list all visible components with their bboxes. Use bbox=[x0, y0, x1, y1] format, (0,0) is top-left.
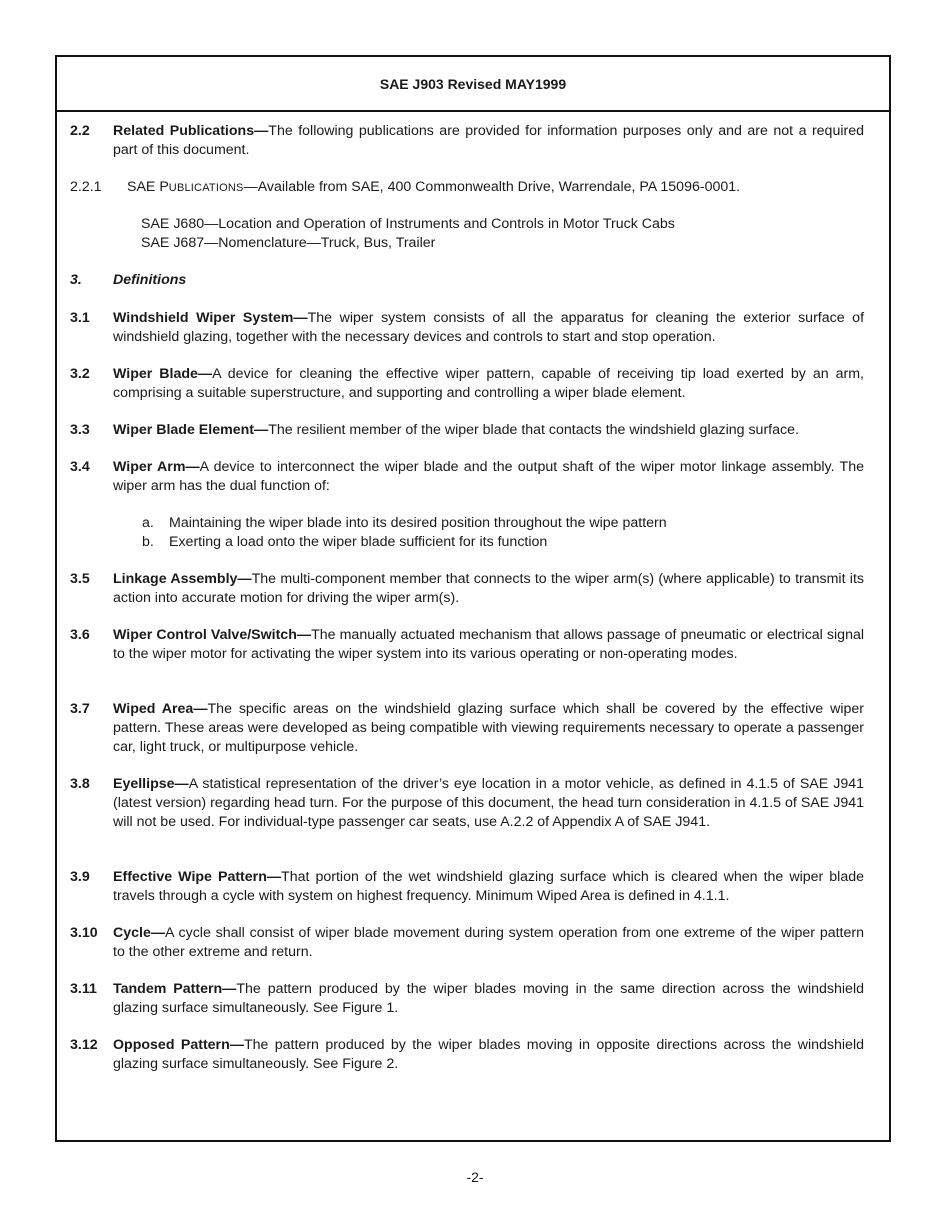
section-number: 3.4 bbox=[70, 459, 90, 475]
publications-label-first: SAE P bbox=[127, 179, 169, 195]
section-3-9 bbox=[70, 868, 864, 906]
section-text: A device for cleaning the effective wiper pattern, capable of receiving tip load exerted by an arm, comprising a suitable superstructure, and supporting and controlling a wiper blade element. bbox=[113, 366, 864, 401]
section-3-8 bbox=[70, 775, 864, 832]
list-item bbox=[142, 514, 864, 533]
section-number: 3.11 bbox=[70, 981, 97, 997]
section-heading: Wiper Blade Element— bbox=[113, 422, 269, 438]
section-3-11 bbox=[70, 980, 864, 1018]
section-text: The specific areas on the windshield glazing surface which shall be covered by the effective wiper pattern. These areas were developed as being compatible with viewing requirements necessary to operate a passenger car, light truck, or multipurpose vehicle. bbox=[113, 701, 864, 755]
section-number: 3.3 bbox=[70, 422, 90, 438]
list-item bbox=[142, 533, 864, 552]
page-number: -2- bbox=[466, 1169, 484, 1185]
reference-item: SAE J687—Nomenclature—Truck, Bus, Trailer bbox=[141, 235, 436, 251]
section-number: 3.8 bbox=[70, 776, 90, 792]
section-text: The pattern produced by the wiper blades moving in opposite directions across the windshield glazing surface simultaneously. See Figure 2. bbox=[113, 1037, 864, 1072]
section-number: 3.12 bbox=[70, 1037, 98, 1053]
section-heading: Wiper Blade— bbox=[113, 366, 213, 382]
list-item-text: Maintaining the wiper blade into its desired position throughout the wipe pattern bbox=[169, 515, 667, 531]
section-number: 3.1 bbox=[70, 310, 90, 326]
section-3-2 bbox=[70, 365, 864, 403]
section-3-7 bbox=[70, 700, 864, 757]
section-heading: Linkage Assembly— bbox=[113, 571, 252, 587]
list-item-text: Exerting a load onto the wiper blade sufficient for its function bbox=[169, 534, 548, 550]
section-heading: Eyellipse— bbox=[113, 776, 189, 792]
section-heading: Definitions bbox=[113, 272, 187, 288]
section-number: 3. bbox=[70, 272, 82, 288]
section-2-2-1 bbox=[70, 178, 864, 198]
publications-label-rest: UBLICATIONS bbox=[168, 182, 244, 194]
section-2-2 bbox=[70, 122, 864, 160]
reference-list bbox=[141, 215, 864, 253]
wiper-arm-function-list bbox=[142, 514, 864, 552]
section-text: The wiper system consists of all the apparatus for cleaning the exterior surface of windshield glazing, together with the necessary devices and controls to start and stop operation. bbox=[113, 310, 865, 345]
section-heading: Wiper Control Valve/Switch— bbox=[113, 627, 312, 643]
page-header: SAE J903 Revised MAY1999 bbox=[57, 57, 889, 112]
section-number: 3.6 bbox=[70, 627, 90, 643]
section-heading: Related Publications— bbox=[113, 123, 269, 139]
section-number: 3.2 bbox=[70, 366, 90, 382]
list-marker: b. bbox=[142, 534, 154, 550]
section-3-5 bbox=[70, 570, 864, 608]
section-number: 3.7 bbox=[70, 701, 90, 717]
section-heading: Wiper Arm— bbox=[113, 459, 200, 475]
section-heading: Effective Wipe Pattern— bbox=[113, 869, 282, 885]
publications-address: —Available from SAE, 400 Commonwealth Drive, Warrendale, PA 15096-0001. bbox=[243, 179, 741, 195]
list-marker: a. bbox=[142, 515, 154, 531]
section-number: 3.10 bbox=[70, 925, 98, 941]
page-frame bbox=[55, 55, 891, 1142]
section-heading: Windshield Wiper System— bbox=[113, 310, 308, 326]
section-3-10 bbox=[70, 924, 864, 962]
section-3-12 bbox=[70, 1036, 864, 1074]
section-number: 2.2.1 bbox=[70, 179, 102, 195]
section-text: The resilient member of the wiper blade that contacts the windshield glazing surface. bbox=[268, 422, 799, 438]
reference-item: SAE J680—Location and Operation of Instruments and Controls in Motor Truck Cabs bbox=[141, 216, 675, 232]
section-text: The manually actuated mechanism that allows passage of pneumatic or electrical signal to the wiper motor for activating the wiper system into its various operating or non-operating modes. bbox=[113, 627, 865, 662]
section-text: That portion of the wet windshield glazing surface which is cleared when the wiper blade travels through a cycle with system on highest frequency. Minimum Wiped Area is defined in 4.1.1. bbox=[113, 869, 864, 904]
section-text: A statistical representation of the driver’s eye location in a motor vehicle, as defined in 4.1.5 of SAE J941 (latest version) regarding head turn. For the purpose of this document, the head turn consideration in 4.1.5 of SAE J941 will not be used. For individual-type passenger car seats, use A.2.2 of Appendix A of SAE J941. bbox=[113, 776, 864, 830]
section-3 bbox=[70, 271, 864, 290]
section-text: The following publications are provided for information purposes only and are not a required part of this document. bbox=[113, 123, 864, 158]
section-3-4 bbox=[70, 458, 864, 496]
section-text: A cycle shall consist of wiper blade movement during system operation from one extreme of the wiper pattern to the other extreme and return. bbox=[113, 925, 864, 960]
section-heading: Cycle— bbox=[113, 925, 166, 941]
section-3-1 bbox=[70, 309, 864, 347]
section-heading: Opposed Pattern— bbox=[113, 1037, 244, 1053]
section-heading: Tandem Pattern— bbox=[113, 981, 237, 997]
section-text: The multi-component member that connects to the wiper arm(s) (where applicable) to transmit its action into accurate motion for driving the wiper arm(s). bbox=[113, 571, 864, 606]
section-3-6 bbox=[70, 626, 864, 664]
section-number: 3.9 bbox=[70, 869, 90, 885]
section-number: 2.2 bbox=[70, 123, 90, 139]
section-3-3 bbox=[70, 421, 864, 440]
section-heading: Wiped Area— bbox=[113, 701, 208, 717]
section-number: 3.5 bbox=[70, 571, 90, 587]
section-text: The pattern produced by the wiper blades moving in the same direction across the windshield glazing surface simultaneously. See Figure 1. bbox=[113, 981, 864, 1016]
section-text: A device to interconnect the wiper blade and the output shaft of the wiper motor linkage assembly. The wiper arm has the dual function of: bbox=[113, 459, 864, 494]
